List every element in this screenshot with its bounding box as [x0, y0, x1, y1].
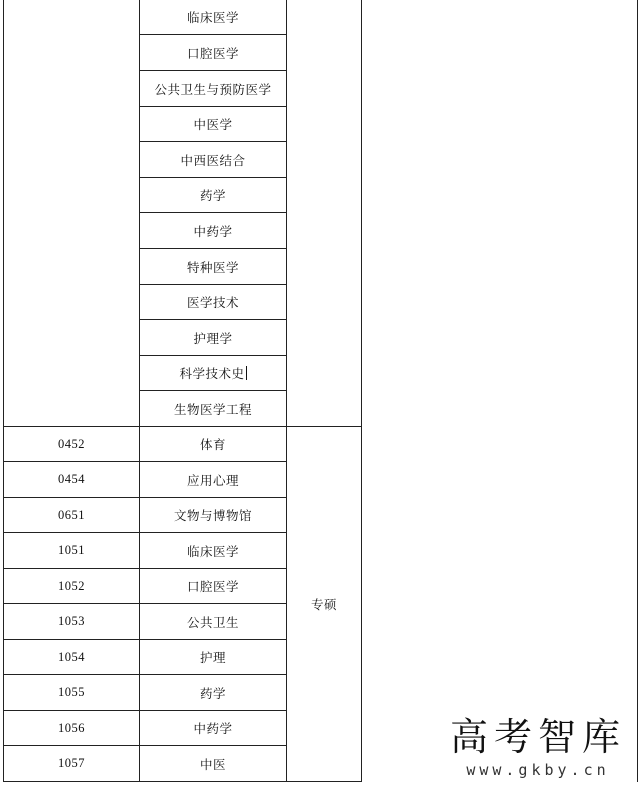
code-cell: 0651 — [4, 498, 140, 533]
watermark — [450, 715, 626, 779]
table-row — [4, 0, 638, 35]
major-name-cell: 护理学 — [140, 320, 287, 356]
type-cell-empty — [287, 0, 362, 427]
major-name-cell: 临床医学 — [140, 533, 287, 569]
major-name-cell: 药学 — [140, 178, 287, 213]
code-cell: 1053 — [4, 604, 140, 640]
watermark-url: www.gkby.cn — [466, 761, 610, 779]
major-name-cell: 体育 — [140, 427, 287, 462]
major-name-cell: 口腔医学 — [140, 569, 287, 604]
major-name-cell: 公共卫生 — [140, 604, 287, 640]
code-cell: 1057 — [4, 746, 140, 782]
code-cell: 1055 — [4, 675, 140, 711]
major-name-cell: 应用心理 — [140, 462, 287, 498]
major-name-cell: 中西医结合 — [140, 142, 287, 178]
blank-cell — [362, 0, 638, 782]
code-cell: 1051 — [4, 533, 140, 569]
type-cell: 专硕 — [287, 427, 362, 782]
code-cell: 0452 — [4, 427, 140, 462]
major-name-cell: 中医 — [140, 746, 287, 782]
text-cursor — [246, 366, 247, 380]
code-cell: 1054 — [4, 640, 140, 675]
major-name-cell: 中药学 — [140, 213, 287, 249]
major-name-cell: 生物医学工程 — [140, 391, 287, 427]
code-cell: 1056 — [4, 711, 140, 746]
major-name-cell: 医学技术 — [140, 285, 287, 320]
major-name-cell: 临床医学 — [140, 0, 287, 35]
major-name-cell: 中药学 — [140, 711, 287, 746]
major-name-cell: 中医学 — [140, 107, 287, 142]
major-name-cell: 文物与博物馆 — [140, 498, 287, 533]
major-name-cell: 口腔医学 — [140, 35, 287, 71]
watermark-title: 高考智库 — [449, 715, 626, 759]
major-name-cell: 药学 — [140, 675, 287, 711]
major-name-cell: 特种医学 — [140, 249, 287, 285]
major-name-cell: 科学技术史 — [140, 356, 287, 391]
major-table — [3, 0, 638, 782]
code-cell: 1052 — [4, 569, 140, 604]
major-name-cell: 公共卫生与预防医学 — [140, 71, 287, 107]
code-cell-empty — [4, 0, 140, 427]
major-name-cell: 护理 — [140, 640, 287, 675]
code-cell: 0454 — [4, 462, 140, 498]
